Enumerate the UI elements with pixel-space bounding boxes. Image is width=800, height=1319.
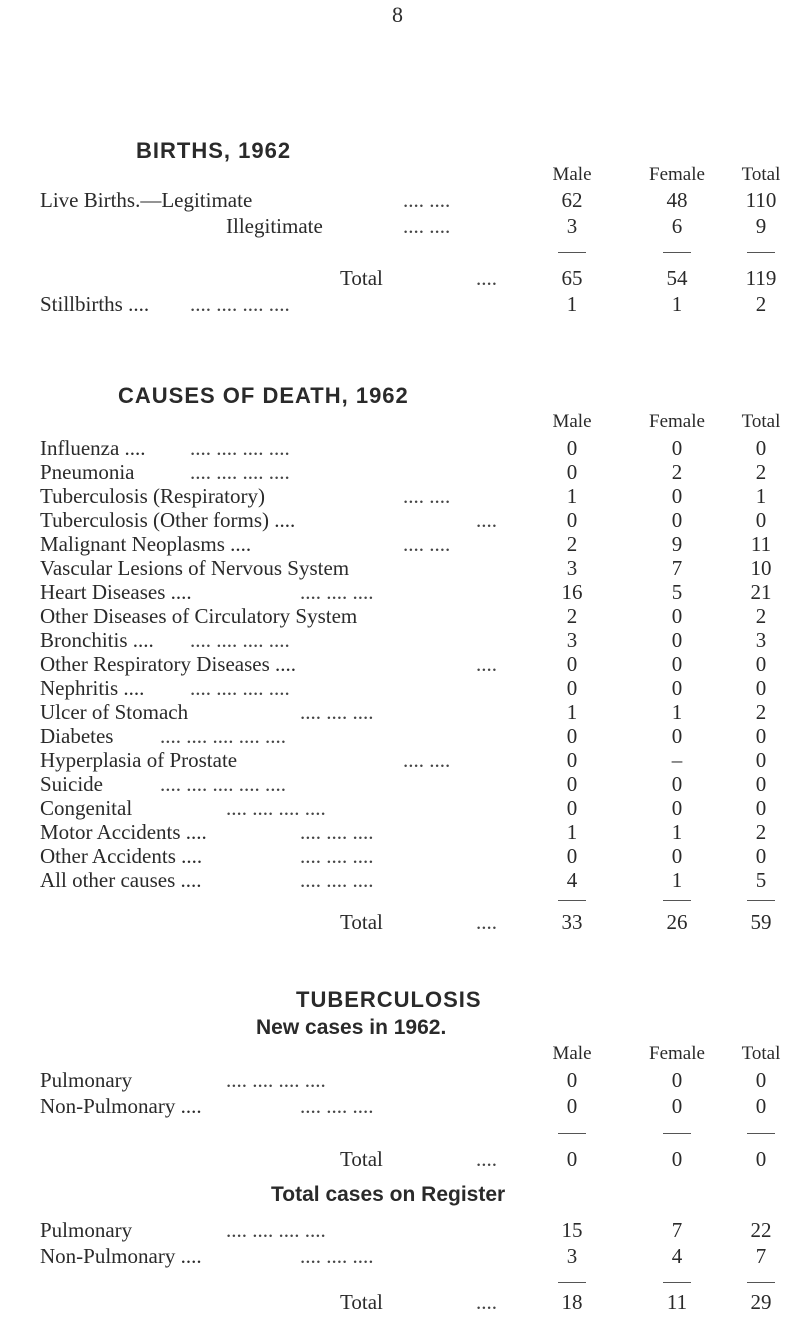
cell-female: 0: [671, 724, 683, 748]
row-label: Total: [340, 910, 383, 934]
cell-female: 0: [671, 796, 683, 820]
row-label: Pulmonary: [40, 1218, 133, 1242]
tb-new-cases-title: New cases in 1962.: [256, 1016, 447, 1039]
cell-female: 54: [666, 266, 688, 290]
row-dots: .... .... ....: [300, 580, 374, 604]
row-label: Hyperplasia of Prostate: [40, 748, 238, 772]
cell-male: 0: [566, 1094, 578, 1118]
cell-total: 5: [755, 868, 767, 892]
births-row-legitimate: [0, 188, 800, 214]
row-label: Heart Diseases ....: [40, 580, 192, 604]
row-label: All other causes ....: [40, 868, 202, 892]
tb-col-total: Total: [741, 1043, 781, 1064]
divider: [663, 900, 691, 901]
births-stillbirths-row: [0, 292, 800, 318]
row-label: Total: [340, 266, 383, 290]
deaths-row: [0, 676, 800, 702]
cell-female: 0: [671, 508, 683, 532]
divider: [663, 1282, 691, 1283]
cell-male: 0: [566, 1068, 578, 1092]
births-col-female: Female: [649, 164, 705, 185]
row-dots: .... ....: [403, 214, 451, 238]
cell-male: 0: [566, 772, 578, 796]
deaths-row: [0, 772, 800, 798]
tb-col-female: Female: [649, 1043, 705, 1064]
tb-register-title: Total cases on Register: [271, 1183, 506, 1206]
deaths-row: [0, 844, 800, 870]
tb-col-male: Male: [552, 1043, 592, 1064]
cell-male: 1: [566, 292, 578, 316]
row-label: Pulmonary: [40, 1068, 133, 1092]
divider: [663, 1133, 691, 1134]
deaths-row: [0, 628, 800, 654]
deaths-row: [0, 460, 800, 486]
row-dots: .... .... .... ....: [190, 628, 290, 652]
cell-female: 0: [671, 1147, 683, 1171]
cell-total: 0: [755, 844, 767, 868]
divider: [747, 252, 775, 253]
cell-total: 3: [755, 628, 767, 652]
cell-total: 119: [745, 266, 777, 290]
cell-male: 2: [566, 604, 578, 628]
cell-female: 7: [671, 1218, 683, 1242]
cell-total: 0: [755, 1094, 767, 1118]
deaths-row: [0, 484, 800, 510]
cell-female: 0: [671, 652, 683, 676]
cell-total: 2: [755, 820, 767, 844]
deaths-total-row: [0, 910, 800, 936]
cell-total: 1: [755, 484, 767, 508]
cell-total: 0: [755, 676, 767, 700]
cell-female: 7: [671, 556, 683, 580]
tb-new-total-row: [0, 1147, 800, 1173]
row-label: Pneumonia: [40, 460, 135, 484]
cell-total: 0: [755, 1068, 767, 1092]
cell-male: 1: [566, 820, 578, 844]
cell-female: 0: [671, 484, 683, 508]
row-dots: ....: [476, 266, 497, 290]
row-label: Stillbirths ....: [40, 292, 150, 316]
cell-total: 0: [755, 748, 767, 772]
deaths-col-female: Female: [649, 411, 705, 432]
row-label: Total: [340, 1147, 383, 1171]
tb-new-row-non-pulmonary: [0, 1094, 800, 1120]
row-dots: .... .... .... ....: [190, 292, 290, 316]
cell-total: 0: [755, 796, 767, 820]
deaths-row: [0, 532, 800, 558]
row-dots: ....: [476, 508, 497, 532]
divider: [558, 1133, 586, 1134]
births-col-total: Total: [741, 164, 781, 185]
cell-male: 1: [566, 484, 578, 508]
row-dots: .... .... ....: [300, 1094, 374, 1118]
cell-female: 1: [671, 820, 683, 844]
deaths-title: CAUSES OF DEATH, 1962: [118, 383, 409, 408]
tb-new-row-pulmonary: [0, 1068, 800, 1094]
row-label: Motor Accidents ....: [40, 820, 207, 844]
row-label: Influenza ....: [40, 436, 146, 460]
cell-total: 110: [745, 188, 777, 212]
row-dots: .... ....: [403, 484, 451, 508]
cell-female: 0: [671, 1094, 683, 1118]
cell-female: 0: [671, 628, 683, 652]
cell-female: 0: [671, 844, 683, 868]
row-label: Suicide: [40, 772, 103, 796]
births-col-male: Male: [552, 164, 592, 185]
row-label: Diabetes: [40, 724, 114, 748]
divider: [747, 1133, 775, 1134]
row-label: Non-Pulmonary ....: [40, 1244, 202, 1268]
deaths-col-total: Total: [741, 411, 781, 432]
cell-total: 0: [755, 772, 767, 796]
cell-total: 10: [750, 556, 772, 580]
deaths-row: [0, 604, 800, 630]
row-dots: ....: [476, 1147, 497, 1171]
cell-female: 26: [666, 910, 688, 934]
row-dots: .... .... .... .... ....: [160, 724, 286, 748]
row-dots: .... .... .... ....: [190, 460, 290, 484]
cell-total: 11: [750, 532, 772, 556]
cell-male: 1: [566, 700, 578, 724]
deaths-row: [0, 868, 800, 894]
cell-total: 0: [755, 508, 767, 532]
cell-total: 0: [755, 1147, 767, 1171]
cell-male: 4: [566, 868, 578, 892]
row-dots: .... ....: [403, 532, 451, 556]
deaths-row: [0, 820, 800, 846]
cell-male: 15: [561, 1218, 583, 1242]
cell-male: 0: [566, 796, 578, 820]
cell-female: 5: [671, 580, 683, 604]
births-row-illegitimate: [0, 214, 800, 240]
divider: [558, 900, 586, 901]
row-dots: .... ....: [403, 748, 451, 772]
deaths-row: [0, 580, 800, 606]
cell-male: 0: [566, 508, 578, 532]
row-label: Nephritis ....: [40, 676, 145, 700]
deaths-row: [0, 724, 800, 750]
row-dots: ....: [476, 1290, 497, 1314]
cell-male: 3: [566, 1244, 578, 1268]
cell-total: 21: [750, 580, 772, 604]
row-dots: .... .... .... ....: [190, 676, 290, 700]
divider: [747, 1282, 775, 1283]
deaths-row: [0, 796, 800, 822]
cell-male: 0: [566, 436, 578, 460]
row-label: Tuberculosis (Other forms) ....: [40, 508, 296, 532]
cell-total: 2: [755, 460, 767, 484]
deaths-row: [0, 436, 800, 462]
cell-total: 9: [755, 214, 767, 238]
cell-male: 0: [566, 1147, 578, 1171]
cell-male: 3: [566, 556, 578, 580]
row-label: Bronchitis ....: [40, 628, 154, 652]
cell-female: 0: [671, 772, 683, 796]
tb-register-total-row: [0, 1290, 800, 1316]
row-label: Non-Pulmonary ....: [40, 1094, 202, 1118]
divider: [747, 900, 775, 901]
row-label: Malignant Neoplasms ....: [40, 532, 252, 556]
row-label: Ulcer of Stomach: [40, 700, 189, 724]
cell-total: 29: [750, 1290, 772, 1314]
row-dots: .... .... ....: [300, 700, 374, 724]
row-label: Other Respiratory Diseases ....: [40, 652, 297, 676]
cell-male: 0: [566, 844, 578, 868]
cell-total: 22: [750, 1218, 772, 1242]
cell-female: 1: [671, 868, 683, 892]
cell-total: 2: [755, 604, 767, 628]
row-dots: .... .... ....: [300, 1244, 374, 1268]
cell-total: 0: [755, 652, 767, 676]
row-label: Total: [340, 1290, 383, 1314]
row-dots: .... .... .... ....: [190, 436, 290, 460]
deaths-row: [0, 508, 800, 534]
cell-female: 0: [671, 604, 683, 628]
births-title: BIRTHS, 1962: [136, 138, 292, 163]
tb-register-row-non-pulmonary: [0, 1244, 800, 1270]
row-dots: .... .... .... ....: [226, 1068, 326, 1092]
tb-register-row-pulmonary: [0, 1218, 800, 1244]
cell-total: 2: [755, 700, 767, 724]
cell-male: 0: [566, 748, 578, 772]
cell-male: 0: [566, 460, 578, 484]
cell-total: 59: [750, 910, 772, 934]
divider: [558, 252, 586, 253]
cell-total: 0: [755, 436, 767, 460]
births-total-row: [0, 266, 800, 292]
deaths-row: [0, 700, 800, 726]
cell-male: 2: [566, 532, 578, 556]
cell-female: 11: [666, 1290, 688, 1314]
cell-female: 0: [671, 436, 683, 460]
cell-total: 2: [755, 292, 767, 316]
row-label: Illegitimate: [226, 214, 323, 238]
row-label: Tuberculosis (Respiratory): [40, 484, 265, 508]
deaths-row: [0, 748, 800, 774]
cell-male: 3: [566, 214, 578, 238]
cell-male: 16: [561, 580, 583, 604]
cell-female: 9: [671, 532, 683, 556]
cell-female: 1: [671, 292, 683, 316]
row-dots: ....: [476, 910, 497, 934]
cell-male: 18: [561, 1290, 583, 1314]
row-dots: .... .... .... .... ....: [160, 772, 286, 796]
row-label: Live Births.—Legitimate: [40, 188, 253, 212]
row-dots: .... .... ....: [300, 820, 374, 844]
cell-male: 0: [566, 724, 578, 748]
cell-female: 1: [671, 700, 683, 724]
row-label: Congenital: [40, 796, 133, 820]
row-dots: .... .... ....: [300, 868, 374, 892]
cell-male: 3: [566, 628, 578, 652]
cell-total: 7: [755, 1244, 767, 1268]
row-label: Vascular Lesions of Nervous System: [40, 556, 350, 580]
deaths-row: [0, 556, 800, 582]
cell-male: 0: [566, 676, 578, 700]
deaths-col-male: Male: [552, 411, 592, 432]
row-dots: .... .... .... ....: [226, 796, 326, 820]
divider: [663, 252, 691, 253]
cell-male: 62: [561, 188, 583, 212]
page-number: 8: [392, 2, 403, 27]
cell-female: 48: [666, 188, 688, 212]
deaths-row: [0, 652, 800, 678]
cell-female: 2: [671, 460, 683, 484]
cell-female: 0: [671, 676, 683, 700]
cell-female: –: [671, 748, 683, 772]
cell-total: 0: [755, 724, 767, 748]
cell-female: 6: [671, 214, 683, 238]
row-dots: ....: [476, 652, 497, 676]
cell-male: 65: [561, 266, 583, 290]
cell-male: 0: [566, 652, 578, 676]
tb-title: TUBERCULOSIS: [296, 987, 482, 1012]
cell-male: 33: [561, 910, 583, 934]
row-label: Other Diseases of Circulatory System: [40, 604, 358, 628]
row-dots: .... .... ....: [300, 844, 374, 868]
row-label: Other Accidents ....: [40, 844, 203, 868]
row-dots: .... .... .... ....: [226, 1218, 326, 1242]
row-dots: .... ....: [403, 188, 451, 212]
cell-female: 4: [671, 1244, 683, 1268]
cell-female: 0: [671, 1068, 683, 1092]
divider: [558, 1282, 586, 1283]
